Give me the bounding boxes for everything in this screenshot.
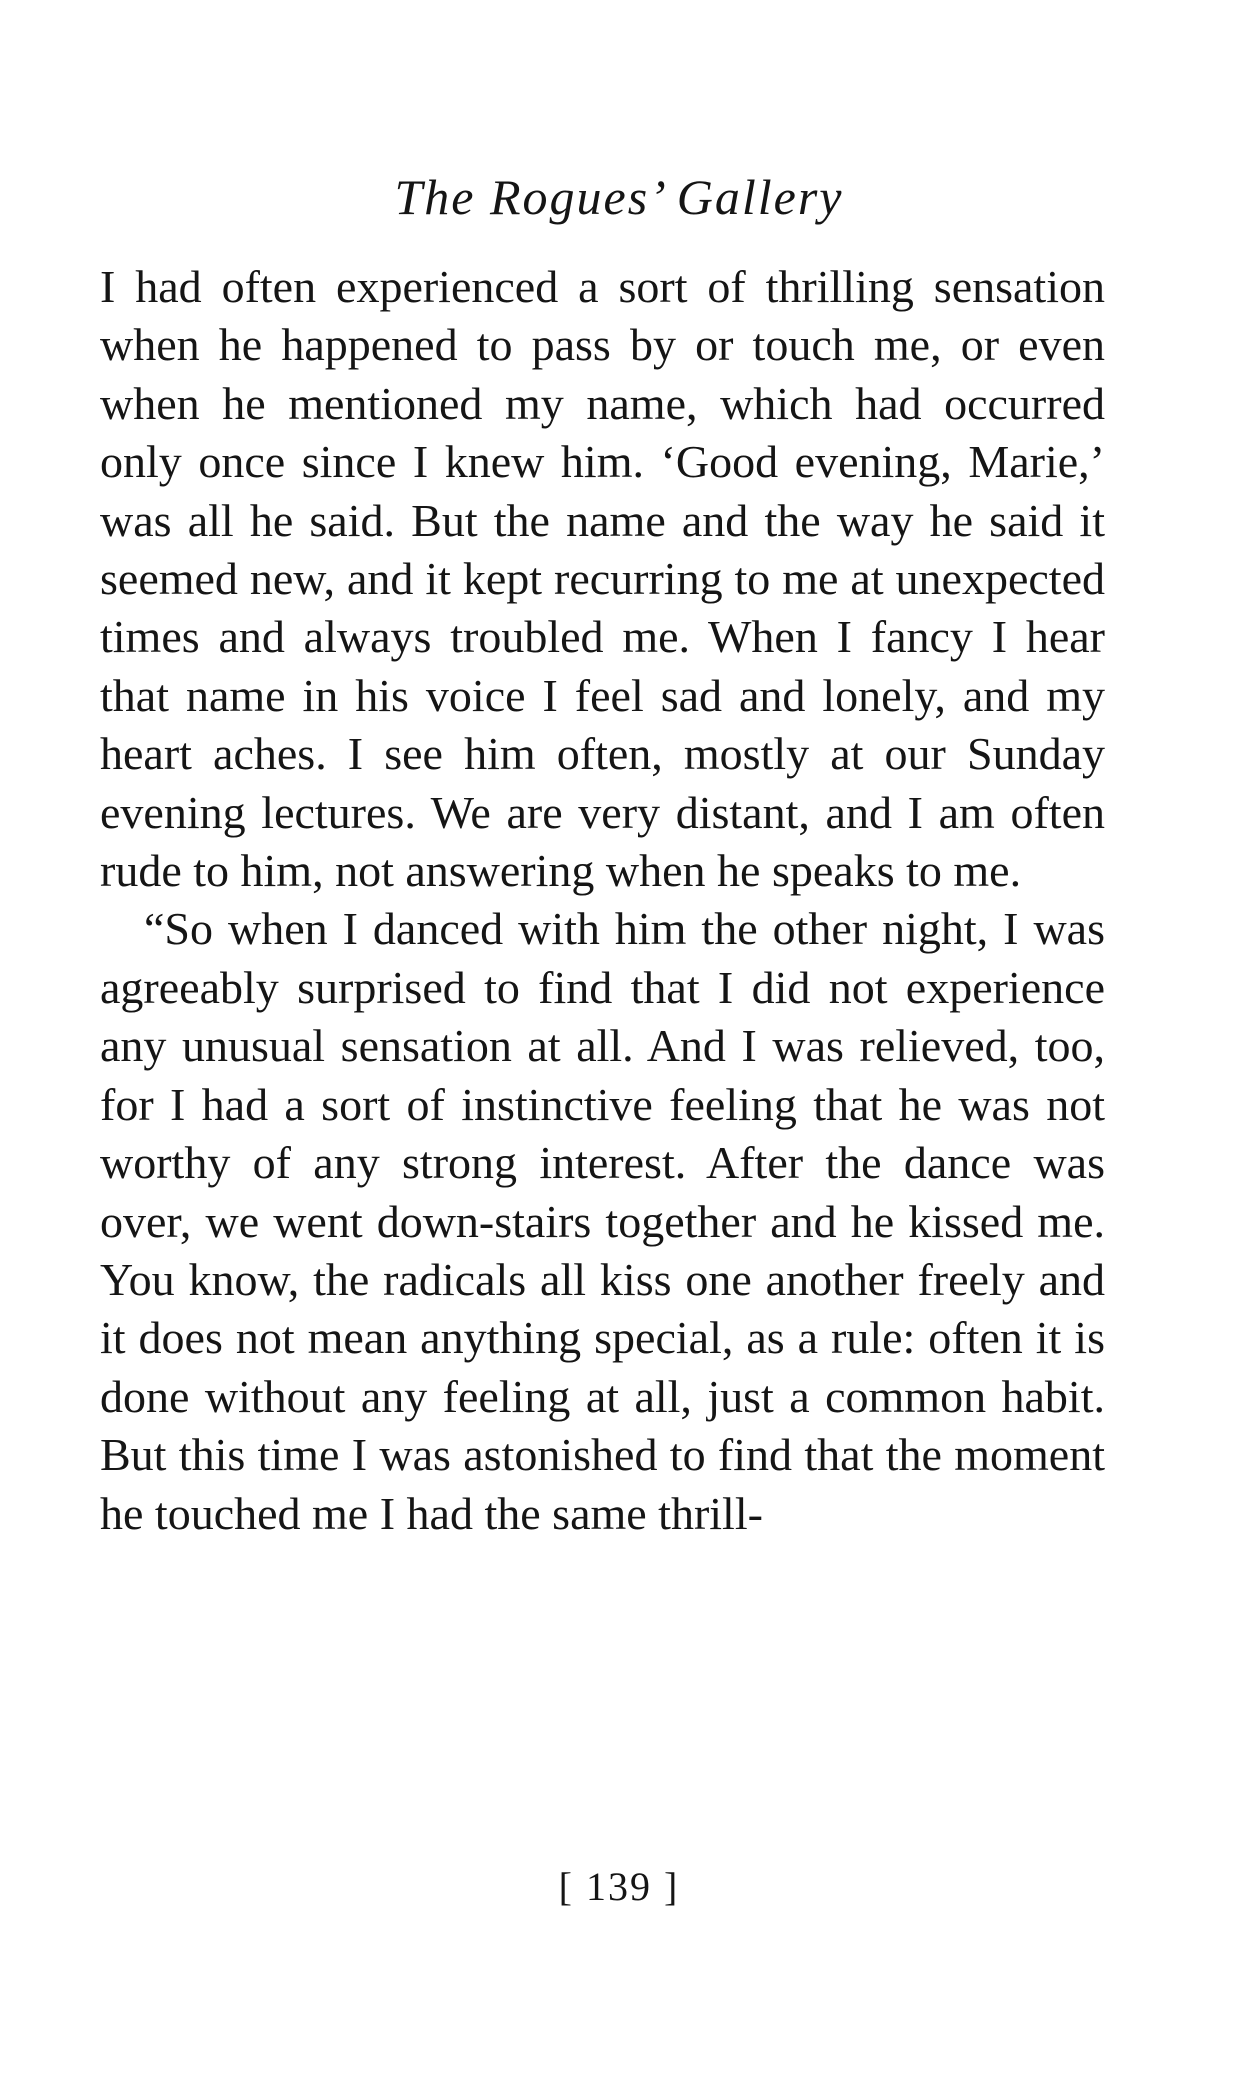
paragraph-1: I had often experienced a sort of thrilling sensation when he happened to pass by or touch me, or even when he mentioned my name, which had occurred only once since I knew him. ‘Good evening, Marie,’ was all he said. But the name and the way he said it seemed new, and it kept recurring to me at unexpected times and always troubled me. When I fancy I hear that name in his voice I feel sad and lonely, and my heart aches. I see him often, mostly at our Sunday evening lectures. We are very distant, and I am often rude to him, not answering when he speaks to me. — [100, 261, 1105, 897]
page-number: [ 139 ] — [558, 1864, 680, 1909]
running-head: The Rogues’ Gallery — [394, 169, 844, 225]
paragraph-2: “So when I danced with him the other night, I was agreeably surprised to find that I did not experience any unusual sensation at all. And I was relieved, too, for I had a sort of instinctive feeling that he was not worthy of any strong interest. After the dance was over, we went down-stairs together and he kissed me. You know, the radicals all kiss one another freely and it does not mean anything special, as a rule: often it is done without any feeling at all, just a common habit. But this time I was astonished to find that the moment he touched me I had the same thrill- — [100, 903, 1105, 1539]
body-text — [100, 258, 1105, 1543]
